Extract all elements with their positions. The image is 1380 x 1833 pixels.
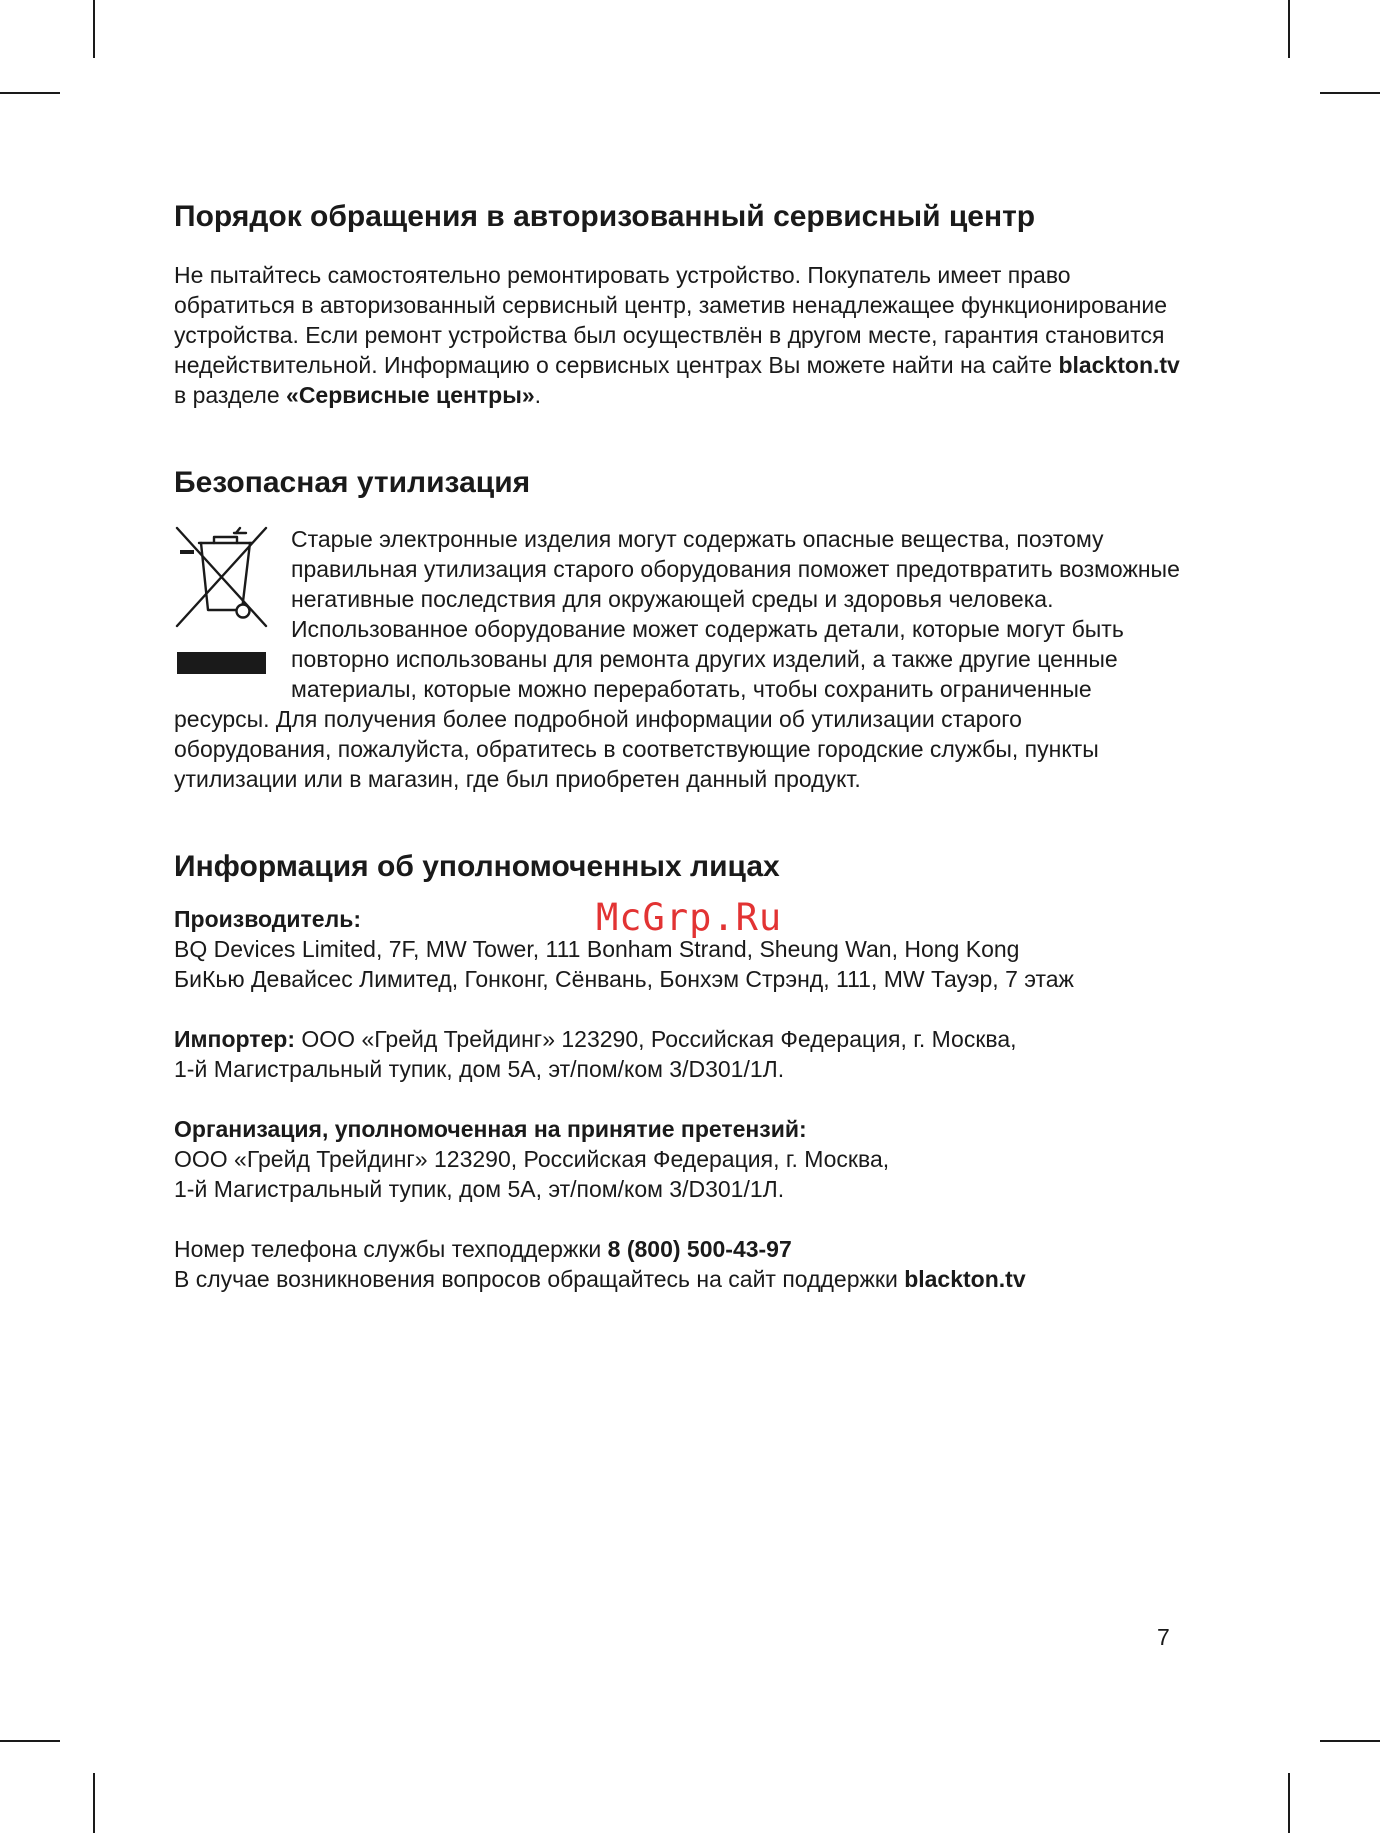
importer-label: Импортер: bbox=[174, 1026, 295, 1052]
claims-label-text: Организация, уполномоченная на принятие претензий: bbox=[174, 1116, 807, 1142]
service-center-text: Не пытайтесь самостоятельно ремонтировать устройство. Покупатель имеет право обратиться в авторизованный сервисный центр, заметив ненадлежащее функционирование устройства. Если ремонт устройства был осуществлён в другом месте, гарантия становится недействительной. Информацию о сервисных центрах Вы можете найти на сайте bbox=[174, 262, 1168, 378]
crop-mark bbox=[0, 1740, 60, 1742]
crop-mark bbox=[1320, 92, 1380, 94]
authorized-persons-heading: Информация об уполномоченных лицах bbox=[174, 850, 780, 883]
crop-mark bbox=[1320, 1740, 1380, 1742]
manufacturer-line: БиКью Девайсес Лимитед, Гонконг, Сёнвань, Бонхэм Стрэнд, 111, MW Тауэр, 7 этаж bbox=[174, 966, 1074, 992]
crop-mark bbox=[93, 1773, 95, 1833]
claims-line: ООО «Грейд Трейдинг» 123290, Российская Федерация, г. Москва, bbox=[174, 1146, 890, 1172]
manufacturer-label-text: Производитель: bbox=[174, 906, 361, 932]
importer-line bbox=[174, 1024, 1184, 1054]
crop-mark bbox=[0, 92, 60, 94]
crop-mark bbox=[93, 0, 95, 58]
service-center-text-middle: в разделе bbox=[174, 382, 280, 408]
watermark: McGrp.Ru bbox=[596, 896, 783, 939]
importer-line: 1-й Магистральный тупик, дом 5А, эт/пом/ком 3/D301/1Л. bbox=[174, 1056, 785, 1082]
page-content bbox=[174, 198, 1184, 1294]
service-center-paragraph bbox=[174, 260, 1184, 410]
importer-address: ООО «Грейд Трейдинг» 123290, Российская Федерация, г. Москва, bbox=[301, 1026, 1017, 1052]
page-number: 7 bbox=[1157, 1624, 1170, 1650]
crop-mark bbox=[1288, 1773, 1290, 1833]
period: . bbox=[534, 382, 542, 408]
support-phone-line bbox=[174, 1234, 1184, 1264]
claims-label bbox=[174, 1114, 1184, 1144]
disposal-block bbox=[174, 524, 1184, 794]
claims-line: 1-й Магистральный тупик, дом 5А, эт/пом/ком 3/D301/1Л. bbox=[174, 1176, 785, 1202]
weee-crossed-bin-icon bbox=[174, 524, 269, 674]
support-site-text: В случае возникновения вопросов обращайтесь на сайт поддержки bbox=[174, 1266, 898, 1292]
service-center-heading: Порядок обращения в авторизованный сервисный центр bbox=[174, 200, 1036, 233]
support-phone-text: Номер телефона службы техподдержки bbox=[174, 1236, 602, 1262]
support-site-link[interactable]: blackton.tv bbox=[904, 1266, 1026, 1292]
service-centers-section-name: «Сервисные центры» bbox=[286, 382, 535, 408]
site-link[interactable]: blackton.tv bbox=[1058, 352, 1180, 378]
manufacturer-line: BQ Devices Limited, 7F, MW Tower, 111 Bonham Strand, Sheung Wan, Hong Kong bbox=[174, 936, 1020, 962]
disposal-heading: Безопасная утилизация bbox=[174, 466, 531, 499]
support-site-line bbox=[174, 1264, 1184, 1294]
disposal-paragraph: Старые электронные изделия могут содержать опасные вещества, поэтому правильная утилизация старого оборудования поможет предотвратить возможные негативные последствия для окружающей среды и здоровья человека. Использованное оборудование может содержать детали, которые могут быть повторно использованы для ремонта других изделий, а также другие ценные материалы, которые можно переработать, чтобы сохранить ограниченные ресурсы. Для получения более подробной информации об утилизации старого оборудования, пожалуйста, обратитесь в соответствующие городские службы, пункты утилизации или в магазин, где был приобретен данный продукт. bbox=[174, 526, 1180, 792]
support-phone-number[interactable]: 8 (800) 500-43-97 bbox=[607, 1236, 792, 1262]
crop-mark bbox=[1288, 0, 1290, 58]
